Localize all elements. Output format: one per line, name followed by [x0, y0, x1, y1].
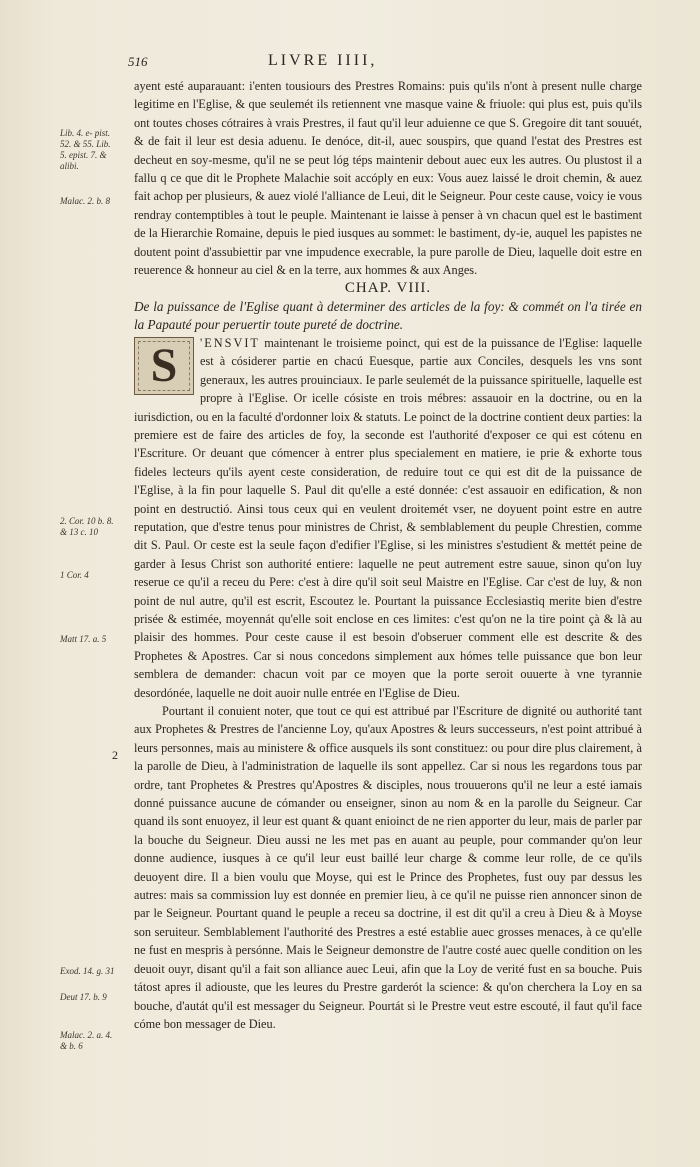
- margin-note: Malac. 2. b. 8: [60, 196, 110, 206]
- first-word: 'ENSVIT: [200, 335, 260, 350]
- margin-notes: [0, 0, 120, 1167]
- margin-note: Malac. 2. a. 4. & b. 6: [60, 1030, 113, 1051]
- margin-note: 1 Cor. 4: [60, 570, 89, 580]
- page-number: 516: [128, 54, 148, 69]
- drop-cap-ornament: [134, 337, 194, 395]
- drop-cap-letter: S: [150, 338, 178, 392]
- margin-note: Deut 17. b. 9: [60, 992, 107, 1002]
- paragraph-1-text: maintenant le troisieme poinct, qui est de la puissance de l'Eglise: laquelle est à cósiderer partie en chacú Euesque, partie aux Conciles, desquels les vns sont generaux, les autres prouinciaux. Ie parle seulemét de la puissance spirituelle, laquelle est propre à l'Eglise. Or icelle cósiste en trois mébres: assauoir en la doctrine, ou en la iurisdiction, ou en la faculté d'ordonner loix & statuts. Le poinct de la doctrine contient deux parties: la premiere est de faire des articles de foy, la seconde est l'authorité d'exposer ce qui est cótenu en l'Escriture. Or deuant que cómencer à entrer plus specialement en matiere, ie prie & exhorte tous fideles lecteurs qu'ils ayent ceste consideration, de reduire tout ce qui est dit de la puissance de l'Eglise, à la fin pour laquelle S. Paul dit qu'elle a esté donnée: c'est assauoir en edification, & non point en destructió. Ainsi tous ceux qui en veulent droitemét vser, ne doyuent point estre en autre reputation, que d'estre tenus pour ministres de Christ, & semblablement du peuple Chrestien, comme dit S. Paul. Or ceste est la seule façon d'edifier l'Eglise, si les ministres s'estudient & mettét peine de garder à Iesus Christ son authorité entiere: laquelle ne peut autrement estre sauue, sinon qu'on luy reserue ce qu'il a receu du Pere: c'est à dire qu'il soit seul Maistre en l'Eglise. Car c'est de luy, & non point de nul autre, qu'il est escrit, Escoutez le. Pourtant la puissance Ecclesiastiq merite bien d'estre prisée & estimée, moyennát qu'elle soit enclose en ces limites: c'est qu'on ne la tire point çà & là au plaisir des hommes. Pour ceste cause il est besoin d'obseruer comment elle est descrite & des Prophetes & Apostres. Car si nous concedons simplement aux hómes telle puissance que bon leur semblera de demander: chacun voit par ce moyen que la porte seroit ouuerte à vne tyrannie desordónée, laquelle ne doit auoir nulle entrée en l'Eglise de Dieu.: [134, 335, 642, 700]
- margin-note: Matt 17. a. 5: [60, 634, 107, 644]
- chapter-title: CHAP. VIII.: [344, 280, 432, 297]
- main-text: [134, 77, 642, 1033]
- margin-note: Lib. 4. e- pist. 52. & 55. Lib. 5. epist. 7. & alibi.: [60, 128, 111, 171]
- margin-note: 2. Cor. 10 b. 8. & 13 c. 10: [60, 516, 114, 537]
- page-header: [128, 50, 648, 74]
- paragraph-1: [134, 334, 642, 702]
- paragraph-number: 2: [112, 748, 118, 762]
- running-head: LIVRE IIII,: [268, 52, 378, 69]
- opening-paragraph: ayent esté auparauant: i'enten tousiours des Prestres Romains: puis qu'ils n'ont à present nulle charge legitime en l'Eglise, & que seulemét ils retiennent vne masque vaine & friuole: qui plus est, puis qu'ils ont toutes choses cótraires à vrais Prestres, il faut qu'il leur aduienne ce que S. Gregoire dit tant souuét, & de fait il leur est desia aduenu. Ie denóce, dit-il, auec souspirs, que quand l'estat des Prestres est decheut en soy-mesme, qu'il ne se peut lóg téps maintenir debout auec eux les autres. Ou plustost il a fallu q ce que dit le Prophete Malachie soit accóply en eux: Vous auez laissé le droit chemin, & auez fait achop per plusieurs, & auez violé l'alliance de Leui, dit le Seigneur. Pour ceste cause, voicy ie vous rendray contemptibles à tout le peuple. Maintenant ie laisse à penser à vn chacun quel est le bastiment de la Hierarchie Romaine, depuis le pied iusques au sommet: le bastiment, dy-ie, auquel les papistes ne doutent point d'assubiettir par vne impudence execrable, la pure parolle de Dieu, laquelle doit estre en reuerence & honneur au ciel & en la terre, aux hommes & aux Anges.: [134, 79, 642, 278]
- paragraph-2: Pourtant il conuient noter, que tout ce qui est attribué par l'Escriture de dignité ou authorité tant aux Prophetes & Prestres de l'ancienne Loy, qu'aux Apostres & leurs successeurs, n'est point attribué à leurs personnes, mais au ministere & office ausquels ils sont constituez: ou pour dire plus clairement, à la parolle de Dieu, à l'administration de laquelle ils sont appellez. Car si nous les regardons tous par ordre, tant Prophetes & Prestres qu'Apostres & disciples, nous trouuerons qu'il ne leur a esté iamais donné puissance aucune de cómander ou enseigner, sinon au nom & en la parolle du Seigneur. Car quand ils sont enuoyez, il leur est quant & quant enioinct de ne rien apporter du leur, mais de parler par la bouche du Seigneur. Dieu aussi ne les met pas en auant au peuple, pour commander qu'on leur donne audience, iusques à ce qu'il leur eust baillé leur charge & comme leur rolle, de ce qu'ils deuoyent dire. Il a bien voulu que Moyse, qui est le Prince des Prophetes, fust ouy par dessus les autres: mais sa commission luy est donnée en premier lieu, à ce qu'il ne puisse rien annoncer sinon de par le Seigneur. Pourtant quand le peuple a receu sa doctrine, il est dit qu'il a creu à Dieu & à Moyse son seruiteur. Semblablement l'authorité des Prestres a esté establie auec grosses menaces, à ce qu'elle ne fust en mespris à persónne. Mais le Seigneur demonstre de l'autre costé auec quelle condition on les deuoit ouyr, disant qu'il a fait son alliance auec Leui, afin que la Loy de verité fust en sa bouche. Puis tátost apres il adiouste, que les leures du Prestre garderót la science: & qu'on cherchera la Loy en sa bouche, d'autát qu'il est messager du Seigneur. Pourtát si le Prestre veut estre escouté, il faut qu'il face cóme bon messager de Dieu.: [134, 704, 642, 1031]
- chapter-subtitle: De la puissance de l'Eglise quant à determiner des articles de la foy: & commét on l'a tirée en la Papauté pour peruertir toute pureté de doctrine.: [134, 298, 642, 332]
- margin-note: Exod. 14. g. 31: [60, 966, 115, 976]
